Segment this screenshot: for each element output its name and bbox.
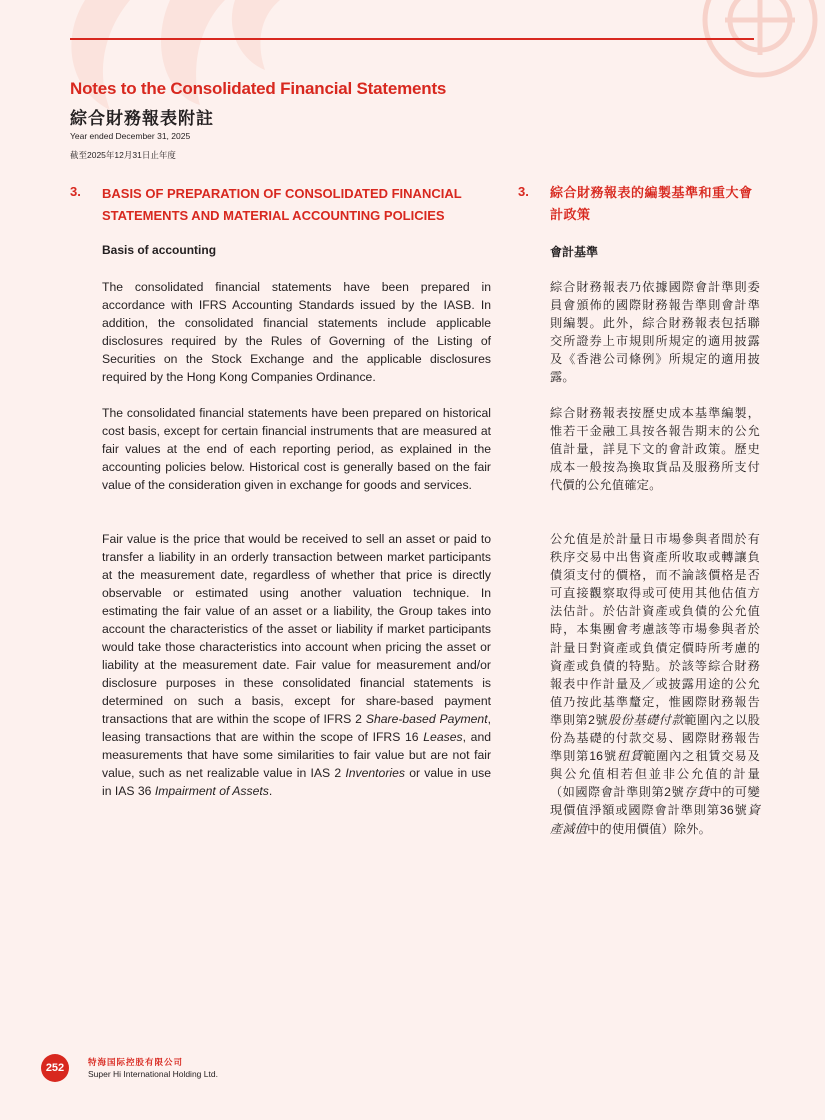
section-number-en: 3. <box>70 184 81 199</box>
paragraph-1-en: The consolidated financial statements have been prepared in accordance with IFRS Accounting Standards issued by the IASB. In addition, the consolidated financial statements include applicable disclosures required by the Rules of Governing of the Listing of Securities on the Stock Exchange and the applicable disclosures required by the Hong Kong Companies Ordinance. <box>102 280 491 384</box>
paragraph-2-zh: 綜合財務報表按歷史成本基準編製，惟若干金融工具按各報告期末的公允值計量，詳見下文的會計政策。歷史成本一般按為換取貨品及服務所支付代價的公允值確定。 <box>550 406 760 493</box>
paragraph-1-zh: 綜合財務報表乃依據國際會計準則委員會頒佈的國際財務報告準則會計準則編製。此外，綜合財務報表包括聯交所證券上市規則所規定的適用披露及《香港公司條例》所規定的適用披露。 <box>550 280 760 385</box>
page-number-badge: 252 <box>41 1054 69 1082</box>
period-en: Year ended December 31, 2025 <box>70 131 191 141</box>
page-title-en: Notes to the Consolidated Financial Statements <box>70 79 447 98</box>
section-heading-en: BASIS OF PREPARATION OF CONSOLIDATED FINANCIAL STATEMENTS AND MATERIAL ACCOUNTING POLICIES <box>102 186 462 223</box>
subheading-en: Basis of accounting <box>102 243 217 257</box>
period-zh: 截至2025年12月31日止年度 <box>70 150 176 160</box>
section-number-zh: 3. <box>518 184 529 199</box>
header-rule <box>70 38 754 40</box>
company-name-zh: 特海国际控股有限公司 <box>88 1057 184 1067</box>
paragraph-3-zh: 公允值是於計量日市場參與者間於有秩序交易中出售資產所收取或轉讓負債須支付的價格，而不論該價格是否可直接觀察取得或可使用其他估值方法估計。於估計資產或負債的公允值時，本集團會考慮該等市場參與者於計量日對資產或負債定價時所考慮的資產或負債的特點。於該等綜合財務報表中作計量及╱或披露用途的公允值乃按此基準釐定，惟國際財務報告準則第2號股份基礎付款範圍內之以股份為基礎的付款交易、國際財務報告準則第16號租賃範圍內之租賃交易及與公允值相若但並非公允值的計量（如國際會計準則第2號存貨中的可變現價值淨額或國際會計準則第36號資產減值中的使用價值）除外。 <box>550 532 761 836</box>
section-heading-zh: 綜合財務報表的編製基準和重大會計政策 <box>550 185 753 222</box>
paragraph-2-en: The consolidated financial statements have been prepared on historical cost basis, except for certain financial instruments that are measured at fair values at the end of each reporting period, as explained in the accounting policies below. Historical cost is generally based on the fair value of the consideration given in exchange for goods and services. <box>102 406 491 492</box>
page-title-zh: 綜合財務報表附註 <box>70 109 214 128</box>
subheading-zh: 會計基準 <box>550 245 599 259</box>
company-name-en: Super Hi International Holding Ltd. <box>88 1069 218 1079</box>
paragraph-3-en: Fair value is the price that would be received to sell an asset or paid to transfer a liability in an orderly transaction between market participants at the measurement date, regardless of whether that price is directly observable or estimated using another valuation technique. In estimating the fair value of an asset or a liability, the Group takes into account the characteristics of the asset or liability if market participants would take those characteristics into account when pricing the asset or liability at the measurement date. Fair value for measurement and/or disclosure purposes in these consolidated financial statements is determined on such a basis, except for share-based payment transactions that are within the scope of IFRS 2 Share-based Payment, leasing transactions that are within the scope of IFRS 16 Leases, and measurements that have some similarities to fair value but are not fair value, such as net realizable value in IAS 2 Inventories or value in use in IAS 36 Impairment of Assets. <box>102 532 492 798</box>
